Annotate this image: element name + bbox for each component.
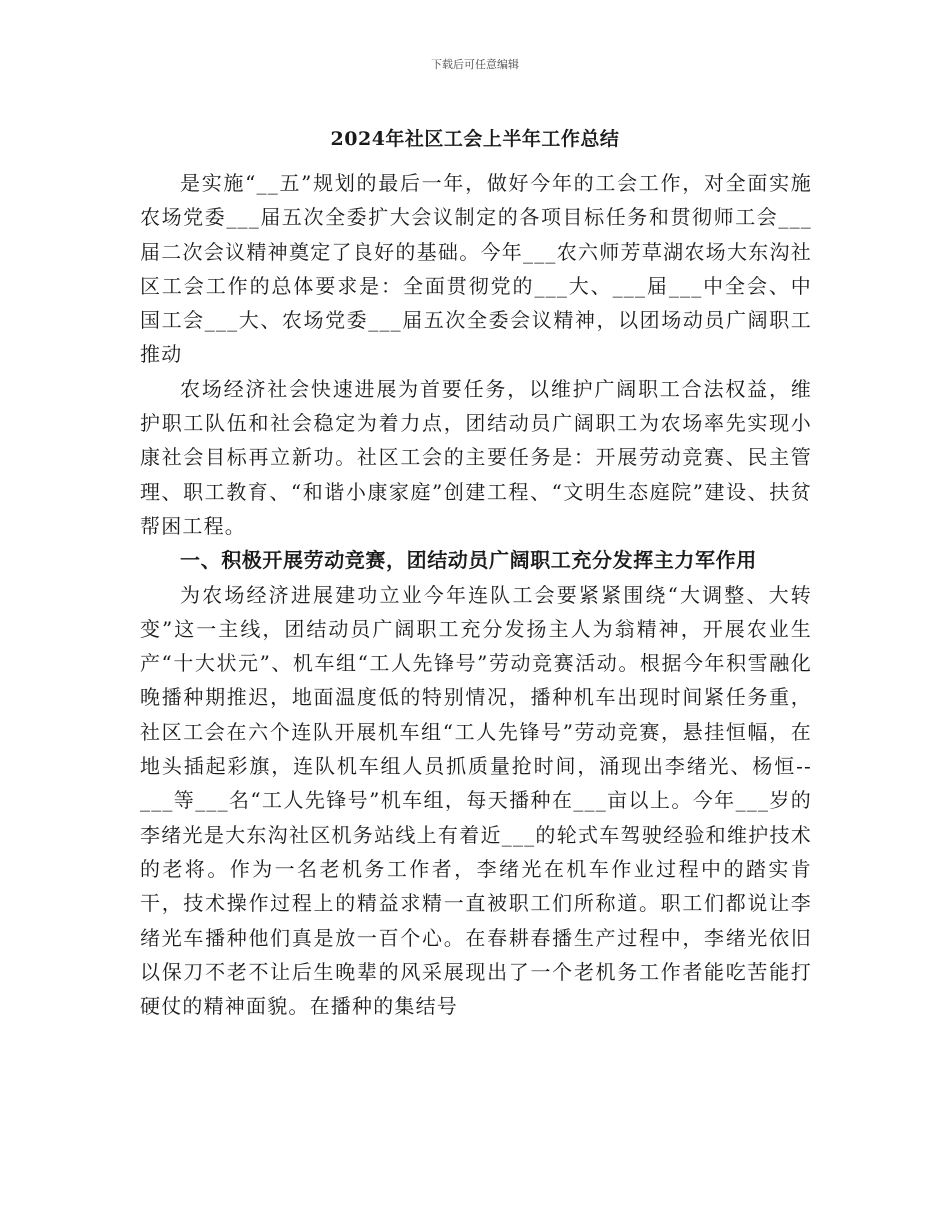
section-heading: 一、积极开展劳动竞赛，团结动员广阔职工充分发挥主力军作用 [180, 548, 757, 573]
document-body [140, 166, 812, 1023]
paragraph-tasks: 农场经济社会快速进展为首要任务，以维护广阔职工合法权益，维护职工队伍和社会稳定为着力点，团结动员广阔职工为农场率先实现小康社会目标再立新功。社区工会的主要任务是：开展劳动竞赛、民主管理、职工教育、“和谐小康家庭”创建工程、“文明生态庭院”建设、扶贫帮困工程。 [140, 376, 812, 538]
document-title: 2024年社区工会上半年工作总结 [330, 128, 620, 150]
paragraph-intro: 是实施“__五”规划的最后一年，做好今年的工会工作，对全面实施农场党委___届五次全委扩大会议制定的各项目标任务和贯彻师工会___届二次会议精神奠定了良好的基础。今年___农六师芳草湖农场大东沟社区工会工作的总体要求是：全面贯彻党的___大、___届___中全会、中国工会___大、农场党委___届五次全委会议精神，以团场动员广阔职工推动 [140, 171, 812, 367]
paragraph-section-one: 为农场经济进展建功立业今年连队工会要紧紧围绕“大调整、大转变”这一主线，团结动员广阔职工充分发扬主人为翁精神，开展农业生产“十大状元”、机车组“工人先锋号”劳动竞赛活动。根据今年积雪融化晚播种期推迟，地面温度低的特别情况，播种机车出现时间紧任务重，社区工会在六个连队开展机车组“工人先锋号”劳动竞赛，悬挂恒幅，在地头插起彩旗，连队机车组人员抓质量抢时间，涌现出李绪光、杨恒--___等___名“工人先锋号”机车组，每天播种在___亩以上。今年___岁的李绪光是大东沟社区机务站线上有着近___的轮式车驾驶经验和维护技术的老将。作为一名老机务工作者，李绪光在机车作业过程中的踏实肯干，技术操作过程上的精益求精一直被职工们所称道。职工们都说让李绪光车播种他们真是放一百个心。在春耕春播生产过程中，李绪光依旧以保刀不老不让后生晚辈的风采展现出了一个老机务工作者能吃苦能打硬仗的精神面貌。在播种的集结号 [140, 582, 812, 1019]
page-header-note: 下载后可任意编辑 [431, 58, 519, 71]
